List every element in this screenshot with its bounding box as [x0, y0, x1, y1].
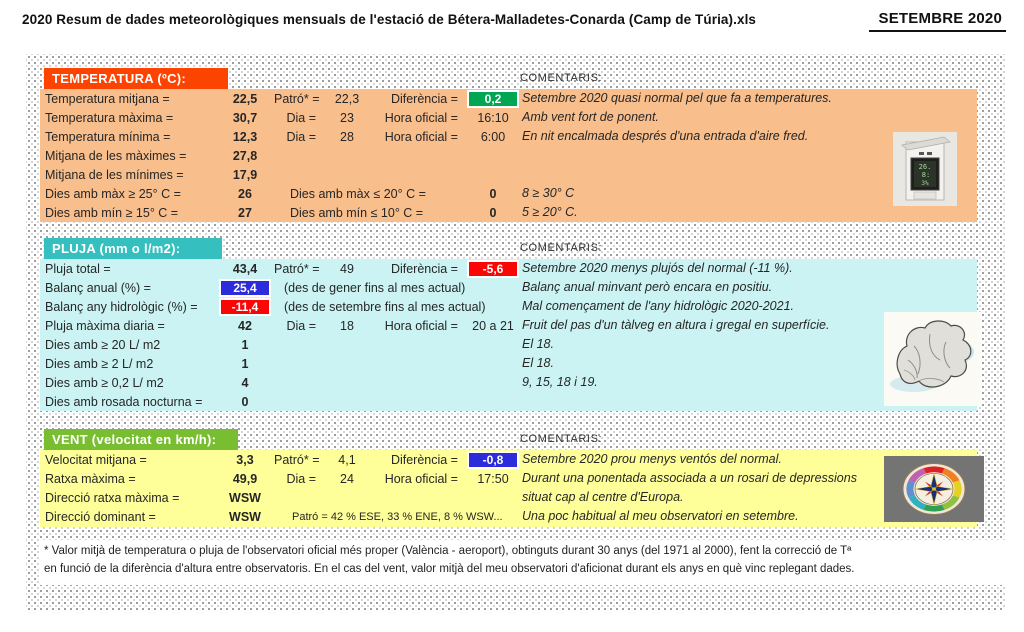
- row-value: 27: [238, 205, 252, 220]
- row-value: WSW: [229, 509, 261, 524]
- diferencia-key: Diferència =: [390, 452, 458, 467]
- comment-line: Una poc habitual al meu observatori en setembre.: [522, 509, 799, 523]
- section-header-vent: VENT (velocitat en km/h):: [44, 429, 238, 450]
- comment-line: Amb vent fort de ponent.: [522, 110, 659, 124]
- patro-key: Patró* =: [274, 91, 320, 106]
- row-label: Balanç anual (%) =: [45, 280, 151, 295]
- vent-panel: [40, 450, 977, 527]
- row-label: Pluja total =: [45, 261, 111, 276]
- table-row: [40, 354, 522, 373]
- row-label: Dies amb ≥ 0,2 L/ m2: [45, 375, 164, 390]
- row-label: Direcció ratxa màxima =: [45, 490, 180, 505]
- patro-key: Patró* =: [274, 452, 320, 467]
- table-row: [40, 278, 522, 297]
- comentaris-label-vent: COMENTARIS:: [520, 433, 603, 445]
- footnote-line-1: * Valor mitjà de temperatura o pluja de l'observatori oficial més proper (València - aeroport), obtinguts durant 30 anys (del 1971 al 2000), fent la correcció de Tª: [44, 545, 852, 557]
- dia-key: Dia =: [286, 471, 316, 486]
- table-row: [40, 184, 522, 203]
- svg-text:8:: 8:: [921, 171, 931, 179]
- thermometer-image: [893, 132, 957, 206]
- row-label: Velocitat mitjana =: [45, 452, 147, 467]
- dia-value: 24: [340, 471, 354, 486]
- row-value: 1: [241, 356, 249, 371]
- pluja-panel: [40, 259, 977, 411]
- row-label: Balanç any hidrològic (%) =: [45, 299, 198, 314]
- row-label: Mitjana de les mínimes =: [45, 167, 184, 182]
- secondary-value: 0: [489, 186, 497, 201]
- row-label: Dies amb ≥ 2 L/ m2: [45, 356, 154, 371]
- dia-value: 23: [340, 110, 354, 125]
- hora-value: 16:10: [477, 110, 509, 125]
- comment-line: En nit encalmada després d'una entrada d'aire fred.: [522, 129, 809, 143]
- comment-line: Balanç anual minvant però encara en positiu.: [522, 280, 773, 294]
- footnote-line-2: en funció de la diferència d'altura entre observatoris. En el cas del vent, valor mitjà del meu observatori d'aficionat durant els anys en què vinc replegant dades.: [44, 562, 855, 575]
- row-label: Dies amb mín ≥ 15° C =: [45, 205, 179, 220]
- secondary-label: Dies amb màx ≤ 20° C =: [290, 186, 426, 201]
- row-label: Mitjana de les màximes =: [45, 148, 187, 163]
- secondary-value: 0: [489, 205, 497, 220]
- hora-value: 6:00: [480, 129, 506, 144]
- row-value: 3,3: [236, 452, 254, 467]
- footnote-block: [40, 540, 1006, 585]
- patro-value: 49: [340, 261, 354, 276]
- patro-key: Patró* =: [274, 261, 320, 276]
- table-row: [40, 127, 522, 146]
- row-value: 22,5: [232, 91, 258, 106]
- patro-value: 4,1: [338, 452, 356, 467]
- diferencia-key: Diferència =: [390, 91, 458, 106]
- row-label: Pluja màxima diaria =: [45, 318, 165, 333]
- row-value: 30,7: [232, 110, 258, 125]
- comment-line: 8 ≥ 30° C: [522, 186, 575, 200]
- row-value: 27,8: [232, 148, 258, 163]
- comment-line: situat cap al centre d'Europa.: [522, 490, 684, 504]
- table-row: [40, 469, 522, 488]
- table-row: [40, 316, 522, 335]
- table-row: [40, 507, 522, 526]
- table-row: [40, 89, 522, 108]
- cloud-sketch-image: [884, 312, 981, 406]
- dia-key: Dia =: [286, 129, 316, 144]
- comment-line: 5 ≥ 20° C.: [522, 205, 578, 219]
- compass-rose-image: [884, 456, 984, 522]
- month-label: SETEMBRE 2020: [869, 10, 1006, 32]
- dia-key: Dia =: [286, 110, 316, 125]
- pluja-rows: [40, 259, 522, 411]
- hora-value: 20 a 21: [472, 318, 514, 333]
- hora-value: 17:50: [477, 471, 509, 486]
- table-row: [40, 203, 522, 222]
- comment-line: Setembre 2020 menys plujós del normal (-11 %).: [522, 261, 793, 275]
- hora-key: Hora oficial =: [384, 471, 458, 486]
- table-row: [40, 108, 522, 127]
- dia-value: 28: [340, 129, 354, 144]
- secondary-label: Dies amb mín ≤ 10° C =: [290, 205, 424, 220]
- row-label: Temperatura mitjana =: [45, 91, 170, 106]
- table-row: [40, 392, 522, 411]
- table-row: [40, 297, 522, 316]
- section-header-pluja: PLUJA (mm o l/m2):: [44, 238, 222, 259]
- table-row: [40, 373, 522, 392]
- page-title: 2020 Resum de dades meteorològiques mensuals de l'estació de Bétera-Malladetes-Conarda (Camp de Túria).xls: [22, 12, 757, 27]
- row-note: (des de gener fins al mes actual): [284, 280, 466, 295]
- row-label: Dies amb ≥ 20 L/ m2: [45, 337, 161, 352]
- row-value: 4: [241, 375, 249, 390]
- table-row: [40, 259, 522, 278]
- row-value: 17,9: [232, 167, 258, 182]
- comment-line: Durant una ponentada associada a un rosari de depressions: [522, 471, 857, 485]
- difference-value-box: -5,6: [467, 260, 519, 278]
- row-label: Ratxa màxima =: [45, 471, 136, 486]
- table-row: [40, 146, 522, 165]
- patro-value: 22,3: [334, 91, 360, 106]
- comentaris-label-pluja: COMENTARIS:: [520, 242, 603, 254]
- row-value: 0: [241, 394, 249, 409]
- row-label: Dies amb rosada nocturna =: [45, 394, 203, 409]
- table-row: [40, 165, 522, 184]
- comment-line: 9, 15, 18 i 19.: [522, 375, 598, 389]
- row-label: Dies amb màx ≥ 25° C =: [45, 186, 181, 201]
- comment-line: Mal començament de l'any hidrològic 2020-2021.: [522, 299, 794, 313]
- comment-line: El 18.: [522, 356, 554, 370]
- temperatura-rows: [40, 89, 522, 222]
- section-header-temperatura: TEMPERATURA (ºC):: [44, 68, 228, 89]
- table-row: [40, 450, 522, 469]
- row-label: Direcció dominant =: [45, 509, 156, 524]
- comment-line: Setembre 2020 quasi normal pel que fa a temperatures.: [522, 91, 832, 105]
- svg-text:3%: 3%: [921, 180, 929, 187]
- difference-value-box: -0,8: [467, 451, 519, 469]
- vent-rows: [40, 450, 522, 526]
- row-value: 42: [238, 318, 252, 333]
- comentaris-label-temperatura: COMENTARIS:: [520, 72, 603, 84]
- table-row: [40, 335, 522, 354]
- comment-line: Fruit del pas d'un tàlveg en altura i gregal en superfície.: [522, 318, 830, 332]
- patro-distribution: Patró = 42 % ESE, 33 % ENE, 8 % WSW...: [292, 510, 503, 523]
- comment-line: El 18.: [522, 337, 554, 351]
- balanc-value-box: 25,4: [219, 279, 271, 297]
- hora-key: Hora oficial =: [384, 129, 458, 144]
- row-value: 1: [241, 337, 249, 352]
- hora-key: Hora oficial =: [384, 110, 458, 125]
- dia-key: Dia =: [286, 318, 316, 333]
- row-value: 49,9: [232, 471, 258, 486]
- diferencia-key: Diferència =: [390, 261, 458, 276]
- row-value: 43,4: [232, 261, 258, 276]
- row-value: 26: [238, 186, 252, 201]
- svg-text:26.: 26.: [918, 163, 932, 171]
- row-value: 12,3: [232, 129, 258, 144]
- table-row: [40, 488, 522, 507]
- temperatura-panel: [40, 89, 977, 222]
- row-label: Temperatura màxima =: [45, 110, 174, 125]
- row-value: WSW: [229, 490, 261, 505]
- difference-value-box: 0,2: [467, 90, 519, 108]
- row-label: Temperatura mínima =: [45, 129, 171, 144]
- comment-line: Setembre 2020 prou menys ventós del normal.: [522, 452, 782, 466]
- row-note: (des de setembre fins al mes actual): [284, 299, 486, 314]
- dia-value: 18: [340, 318, 354, 333]
- balanc-value-box: -11,4: [219, 298, 271, 316]
- hora-key: Hora oficial =: [384, 318, 458, 333]
